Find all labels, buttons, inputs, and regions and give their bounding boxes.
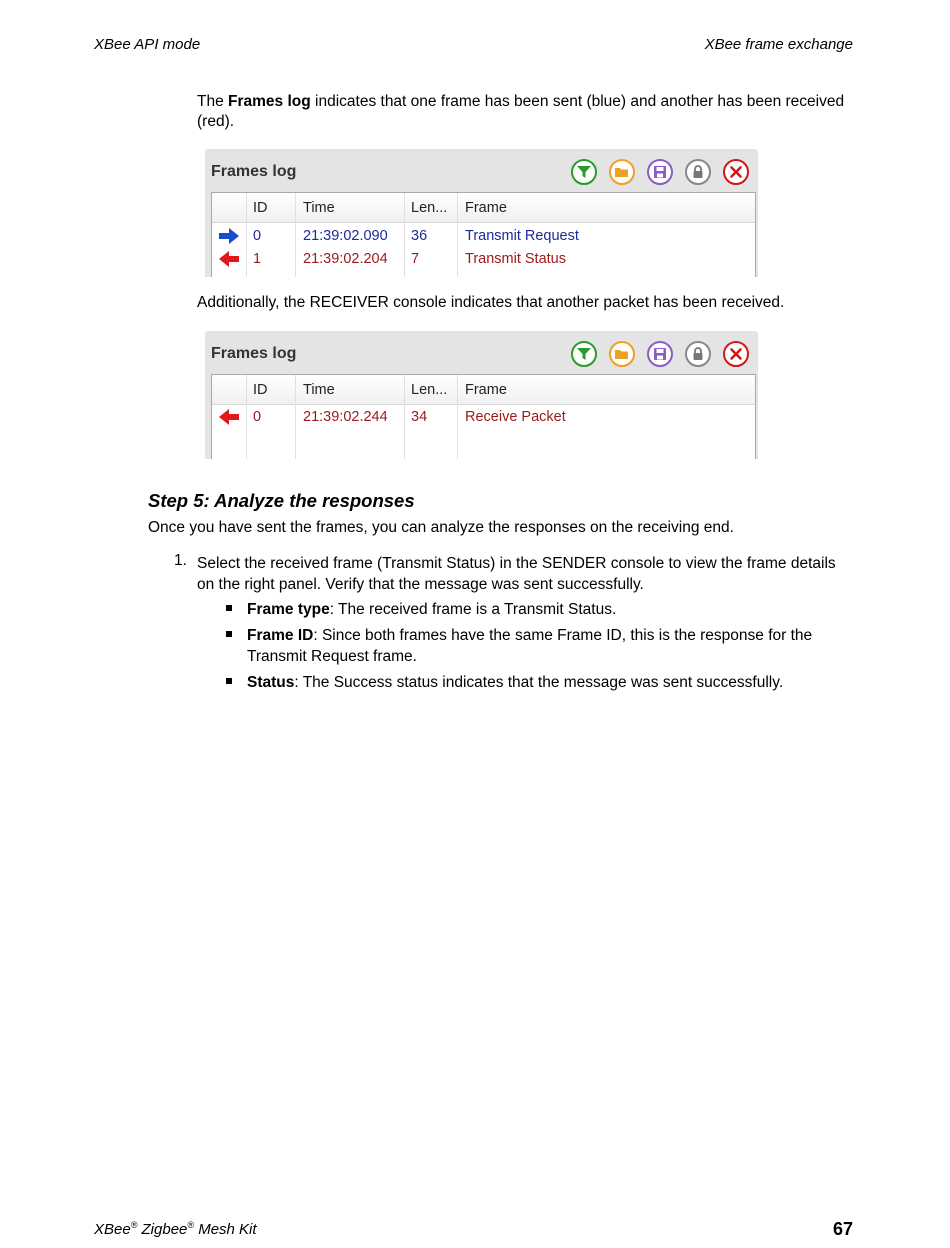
page-number: 67 [832,1219,853,1239]
list-item-number: 1. [174,552,187,569]
folder-icon[interactable] [609,341,635,367]
row-id: 0 [253,228,262,244]
column-header-frame[interactable]: Frame [465,382,507,398]
frames-log-term: Frames log [228,93,311,110]
close-icon[interactable] [723,341,749,367]
footer-brand-xbee: XBee [94,1221,131,1238]
registered-mark: ® [130,1220,138,1230]
section-heading: Step 5: Analyze the responses [148,490,415,511]
registered-mark: ® [187,1220,195,1230]
row-length: 34 [411,409,428,425]
row-id: 0 [253,409,262,425]
panel-title: Frames log [211,163,297,180]
column-header-time[interactable]: Time [303,200,335,216]
bullet-label: Frame ID [247,627,314,644]
bullet-text: : The received frame is a Transmit Status. [329,601,617,618]
bullet-text: : The Success status indicates that the message was sent successfully. [294,674,784,691]
save-icon[interactable] [647,159,673,185]
column-header-length[interactable]: Len... [411,382,448,398]
received-arrow-icon [218,408,240,426]
filter-icon[interactable] [571,159,597,185]
sent-arrow-icon [218,227,240,245]
row-id: 1 [253,251,262,267]
frames-table [211,192,756,277]
bullet-item [247,625,847,667]
footer-title [94,1220,257,1238]
list-item-text: Select the received frame (Transmit Status) in the SENDER console to view the frame details on the right panel. Verify that the message was sent successfully. [197,555,836,593]
bullet-item [247,599,847,620]
lock-icon[interactable] [685,159,711,185]
bullet-marker [226,631,232,637]
save-icon[interactable] [647,341,673,367]
row-frame-type: Receive Packet [465,409,566,425]
running-header-left: XBee API mode [94,36,201,53]
filter-icon[interactable] [571,341,597,367]
intro-text-end: indicates that one frame has been sent (blue) and another has been received (red). [197,93,845,130]
intro-text-start: The [197,93,229,110]
lock-icon[interactable] [685,341,711,367]
section-paragraph: Once you have sent the frames, you can analyze the responses on the receiving end. [148,519,734,536]
column-header-id[interactable]: ID [253,382,268,398]
frames-log-panel-receiver [205,331,758,459]
folder-icon[interactable] [609,159,635,185]
footer-rest: Mesh Kit [194,1221,257,1238]
row-frame-type: Transmit Request [465,228,579,244]
bullet-text: : Since both frames have the same Frame ID, this is the response for the Transmit Request frame. [247,627,813,665]
row-length: 36 [411,228,428,244]
footer-brand-zigbee: Zigbee [141,1221,188,1238]
column-header-time[interactable]: Time [303,382,335,398]
column-header-length[interactable]: Len... [411,200,448,216]
row-time: 21:39:02.090 [303,228,388,244]
frames-table [211,374,756,459]
bullet-marker [226,605,232,611]
running-header-right: XBee frame exchange [704,36,853,53]
row-length: 7 [411,251,420,267]
bullet-item [247,672,847,693]
panel-title: Frames log [211,345,297,362]
row-time: 21:39:02.204 [303,251,388,267]
bullet-label: Status [247,674,295,691]
bullet-marker [226,678,232,684]
received-arrow-icon [218,250,240,268]
column-header-id[interactable]: ID [253,200,268,216]
row-time: 21:39:02.244 [303,409,388,425]
receiver-paragraph: Additionally, the RECEIVER console indicates that another packet has been received. [197,294,785,311]
intro-paragraph [197,92,857,132]
bullet-label: Frame type [247,601,330,618]
column-header-frame[interactable]: Frame [465,200,507,216]
close-icon[interactable] [723,159,749,185]
frames-log-panel-sender [205,149,758,277]
row-frame-type: Transmit Status [465,251,566,267]
